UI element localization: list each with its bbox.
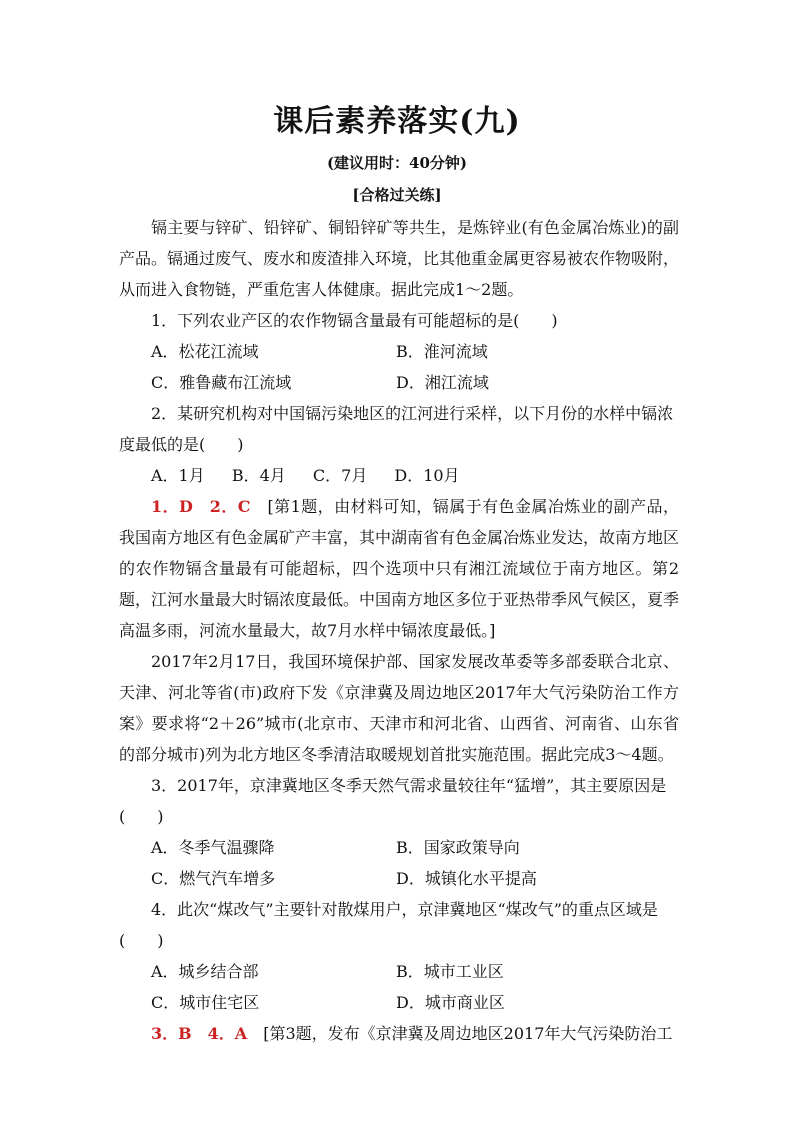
question-1-option-a: A．松花江流域 [151, 342, 259, 361]
question-4-stem: 4．此次“煤改气”主要针对散煤用户，京津冀地区“煤改气”的重点区域是( ) [119, 900, 658, 950]
question-1-options-row-2 [119, 367, 679, 398]
section-heading: [合格过关练] [352, 186, 442, 204]
question-1-option-b: B．淮河流域 [396, 342, 488, 361]
answer-3-4 [119, 1018, 679, 1049]
question-3-options-row-2 [119, 863, 679, 894]
page-title: 课后素养落实(九) [273, 104, 521, 139]
answer-key-1-2: 1．D 2．C [151, 497, 251, 516]
question-2-options [119, 460, 679, 491]
question-4-option-b: B．城市工业区 [396, 962, 504, 981]
suggested-time: (建议用时：40分钟) [326, 154, 468, 172]
question-3-stem: 3．2017年，京津冀地区冬季天然气需求量较往年“猛增”，其主要原因是( ) [119, 776, 667, 826]
answer-1-2 [119, 491, 679, 646]
question-1-stem: 1．下列农业产区的农作物镉含量最有可能超标的是( ) [151, 311, 558, 330]
answer-key-3-4: 3．B 4．A [151, 1024, 248, 1043]
question-4-option-d: D．城市商业区 [396, 993, 505, 1012]
question-2-stem: 2．某研究机构对中国镉污染地区的江河进行采样，以下月份的水样中镉浓度最低的是( ) [119, 404, 674, 454]
question-4-option-a: A．城乡结合部 [151, 962, 259, 981]
question-3-option-b: B．国家政策导向 [396, 838, 520, 857]
answer-explanation-3-4: [第3题，发布《京津冀及周边地区2017年大气污染防治工 [263, 1024, 673, 1043]
question-1-option-d: D．湘江流域 [396, 373, 489, 392]
question-1-options-row-1 [119, 336, 679, 367]
question-1-option-c: C．雅鲁藏布江流域 [151, 373, 292, 392]
question-2-option-b: B．4月 [231, 466, 286, 485]
answer-explanation-1-2: [第1题，由材料可知，镉属于有色金属冶炼业的副产品，我国南方地区有色金属矿产丰富，其中湖南省有色金属冶炼业发达，故南方地区的农作物镉含量最有可能超标，四个选项中只有湘江流域位于南方地区。第2题，江河水量最大时镉浓度最低。中国南方地区多位于亚热带季风气候区，夏季高温多雨，河流水量最大，故7月水样中镉浓度最低。] [119, 497, 680, 640]
question-2-option-d: D．10月 [394, 466, 460, 485]
question-3-option-d: D．城镇化水平提高 [396, 869, 537, 888]
question-4-options-row-2 [119, 987, 679, 1018]
question-2-option-a: A．1月 [151, 466, 205, 485]
passage-1: 镉主要与锌矿、铅锌矿、铜铅锌矿等共生，是炼锌业(有色金属冶炼业)的副产品。镉通过废气、废水和废渣排入环境，比其他重金属更容易被农作物吸附，从而进入食物链，严重危害人体健康。据此完成1～2题。 [119, 218, 680, 299]
question-4-options-row-1 [119, 956, 679, 987]
question-4-option-c: C．城市住宅区 [151, 993, 260, 1012]
question-3-options-row-1 [119, 832, 679, 863]
passage-2: 2017年2月17日，我国环境保护部、国家发展改革委等多部委联合北京、天津、河北等省(市)政府下发《京津冀及周边地区2017年大气污染防治工作方案》要求将“2＋26”城市(北京市、天津市和河北省、山西省、河南省、山东省的部分城市)列为北方地区冬季清洁取暖规划首批实施范围。据此完成3～4题。 [119, 652, 679, 764]
question-3-option-a: A．冬季气温骤降 [151, 838, 275, 857]
question-2-option-c: C．7月 [312, 466, 368, 485]
question-3-option-c: C．燃气汽车增多 [151, 869, 276, 888]
content-body [119, 212, 679, 1049]
